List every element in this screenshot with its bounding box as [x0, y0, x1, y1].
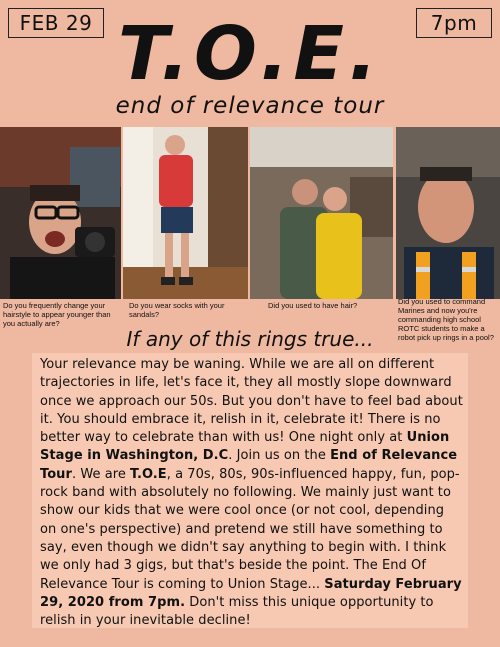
body-text-5: Don't miss this unique opportunity to relish in your inevitable decline! [40, 594, 434, 629]
event-datetime-text: Saturday February 29, 2020 from 7pm. [40, 576, 462, 610]
caption-marines: Did you used to command Marines and now you're commanding high school ROTC students to make a robot pick up rings in a pool? [398, 297, 494, 342]
photo-camera-man [0, 127, 121, 299]
tour-subtitle: end of relevance tour [115, 93, 385, 119]
caption-socks: Do you wear socks with your sandals? [129, 301, 225, 319]
venue-text: Union Stage in Washington, D.C [40, 430, 450, 464]
photo-socks-sandals [123, 127, 248, 299]
body-text-1: Your relevance may be waning. While we are all on different trajectories in life, let's face it, they all mostly slope downward once we approach our 50s. But you don't have to feel bad about it. You should embrace it, relish in it, celebrate it! There is no better way to celebrate than with us! One night only at [40, 357, 463, 446]
photo-strip [0, 127, 500, 299]
time-badge: 7pm [416, 8, 492, 38]
band-name-text: T.O.E [130, 466, 167, 482]
date-badge: FEB 29 [8, 8, 104, 38]
caption-hair: Did you used to have hair? [268, 301, 358, 310]
body-text-3: . We are [71, 466, 131, 482]
body-text-2: . Join us on the [228, 448, 331, 464]
caption-hairstyle: Do you frequently change your hairstyle to appear younger than you actually are? [3, 301, 111, 328]
tour-name-text: End of Relevance Tour [40, 448, 458, 482]
photo-marine-rotc [396, 127, 500, 299]
body-copy [40, 356, 464, 630]
body-text-4: , a 70s, 80s, 90s-influenced happy, fun, pop-rock band with absolutely no following. We mainly just want to show our kids that we were cool once (or not cool, depending on one's perspective) and pretend we still have something to say, even though we didn't say anything to begin with. I think we only had 3 gigs, but that's beside the point. The End Of Relevance Tour is coming to Union Stage... [40, 466, 460, 592]
band-name-title: T.O.E. [117, 11, 383, 97]
question-heading: If any of this rings true... [126, 327, 374, 351]
photo-two-men [250, 127, 393, 299]
